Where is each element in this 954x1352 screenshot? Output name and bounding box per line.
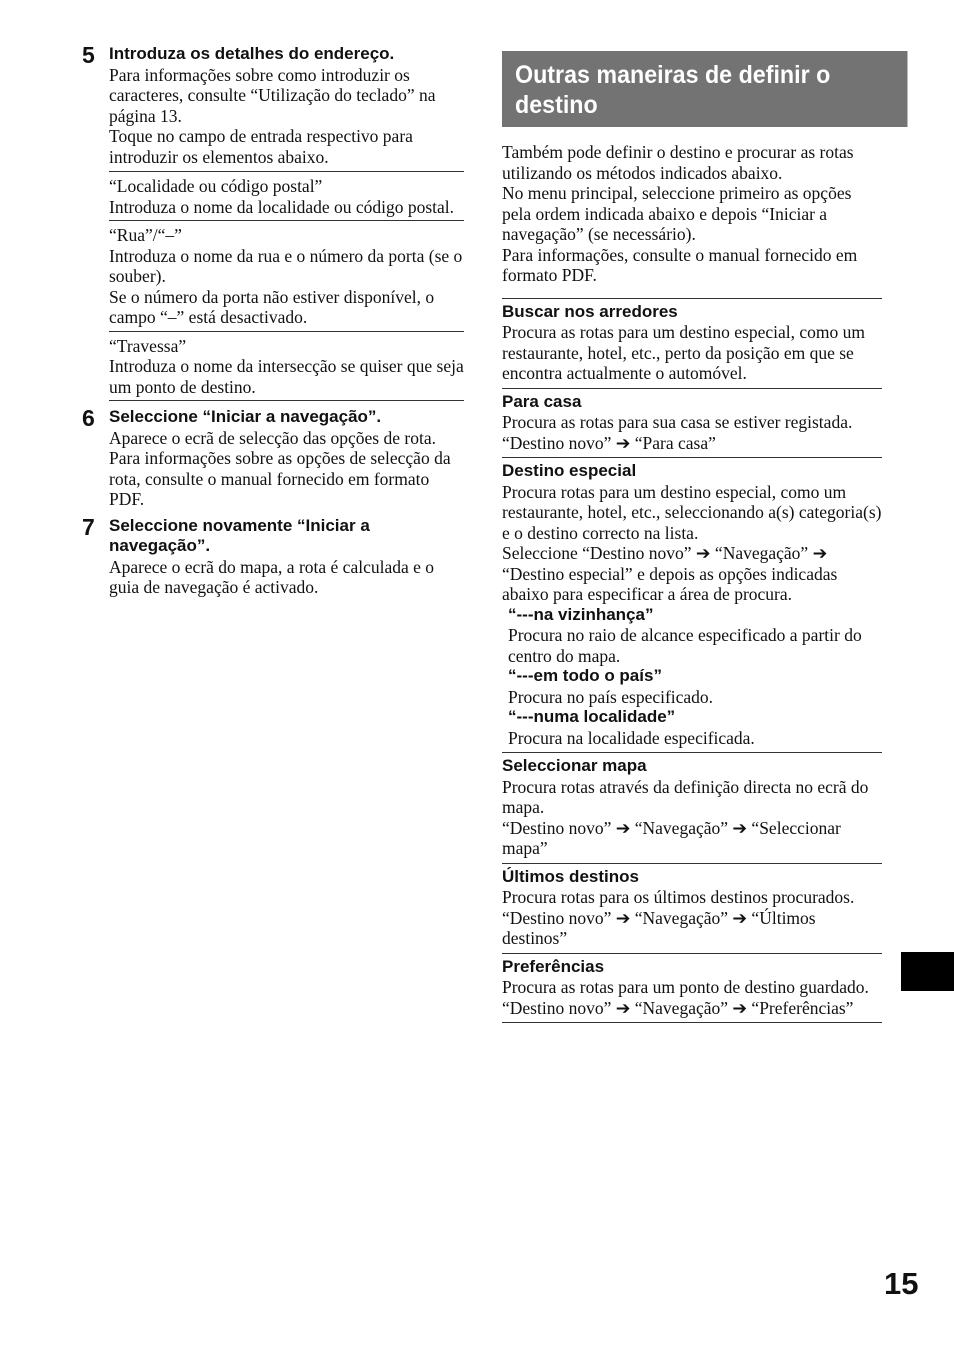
- option-destino-especial: [502, 457, 882, 752]
- field-label: “Travessa”: [109, 335, 187, 356]
- option-path: “Destino novo” ➔ “Para casa”: [502, 432, 716, 453]
- field-label: “Localidade ou código postal”: [109, 176, 323, 196]
- field-item-travessa: [109, 331, 464, 402]
- field-desc: Introduza o nome da localidade ou código postal.: [109, 196, 455, 217]
- option-title: Preferências: [502, 956, 605, 976]
- option-title: Buscar nos arredores: [502, 301, 678, 321]
- field-item-localidade: [109, 171, 464, 220]
- intro-paragraph: No menu principal, seleccione primeiro as opções pela ordem indicada abaixo e depois “Iniciar a navegação” (se necessário).: [502, 183, 852, 244]
- option-text: Procura rotas para os últimos destinos procurados.: [502, 887, 855, 907]
- option-text: Procura rotas para um destino especial, como um restaurante, hotel, etc., seleccionando a(s) categoria(s) e o destino correcto na lista.: [502, 481, 882, 543]
- field-label: “Rua”/“–”: [109, 225, 182, 245]
- option-text: Procura as rotas para sua casa se estiver registada.: [502, 412, 853, 432]
- sub-option-text: Procura no raio de alcance especificado a partir do centro do mapa.: [508, 625, 862, 666]
- option-list: [502, 298, 882, 1024]
- sub-option-title: “---numa localidade”: [508, 707, 676, 726]
- left-column: [82, 44, 464, 598]
- option-title: Destino especial: [502, 461, 637, 480]
- step-title: Seleccione novamente “Iniciar a navegação”.: [109, 515, 370, 555]
- sub-option-vizinhanca: [502, 605, 882, 667]
- step-number: 6: [82, 405, 95, 431]
- option-path: “Destino novo” ➔ “Navegação” ➔ “Últimos destinos”: [502, 907, 816, 948]
- intro-text: [502, 142, 882, 286]
- field-list: [109, 171, 464, 401]
- step-body: Para informações sobre as opções de selecção da rota, consulte o manual fornecido em formato PDF.: [109, 448, 451, 509]
- page-number: 15: [884, 1266, 919, 1301]
- option-title: Últimos destinos: [502, 866, 639, 886]
- option-title: Seleccionar mapa: [502, 756, 647, 775]
- option-path: Seleccione “Destino novo” ➔ “Navegação” ➔ “Destino especial” e depois as opções indicadas abaixo para especificar a área de procura.: [502, 543, 838, 604]
- option-title: Para casa: [502, 391, 582, 411]
- intro-paragraph: Para informações, consulte o manual fornecido em formato PDF.: [502, 244, 858, 285]
- field-desc: Introduza o nome da rua e o número da porta (se o souber).: [109, 245, 463, 286]
- field-desc: Se o número da porta não estiver disponível, o campo “–” está desactivado.: [109, 286, 435, 327]
- step-body: Para informações sobre como introduzir os caracteres, consulte “Utilização do teclado” na página 13.: [109, 64, 436, 126]
- step-number: 7: [82, 513, 95, 540]
- option-text: Procura as rotas para um ponto de destino guardado.: [502, 977, 869, 997]
- section-heading: Outras maneiras de definir o destino: [502, 51, 907, 127]
- right-column: [502, 51, 882, 1023]
- option-buscar-nos-arredores: [502, 298, 882, 388]
- sub-option-localidade: [502, 707, 882, 748]
- field-item-rua: [109, 220, 464, 331]
- step-body: Toque no campo de entrada respectivo para introduzir os elementos abaixo.: [109, 126, 413, 167]
- chapter-tab-marker: [901, 952, 954, 991]
- step-title: Introduza os detalhes do endereço.: [109, 44, 395, 63]
- option-text: Procura as rotas para um destino especial, como um restaurante, hotel, etc., perto da posição em que se encontra actualmente o automóvel.: [502, 322, 866, 383]
- step-body: Aparece o ecrã do mapa, a rota é calculada e o guia de navegação é activado.: [109, 556, 435, 597]
- step-6: [82, 407, 464, 510]
- sub-option-text: Procura na localidade especificada.: [508, 727, 755, 748]
- step-title: Seleccione “Iniciar a navegação”.: [109, 407, 382, 426]
- option-path: “Destino novo” ➔ “Navegação” ➔ “Seleccionar mapa”: [502, 817, 841, 858]
- field-desc: Introduza o nome da intersecção se quiser que seja um ponto de destino.: [109, 356, 464, 397]
- option-path: “Destino novo” ➔ “Navegação” ➔ “Preferências”: [502, 997, 854, 1018]
- option-preferencias: [502, 953, 882, 1024]
- sub-option-text: Procura no país especificado.: [508, 686, 714, 707]
- option-para-casa: [502, 388, 882, 458]
- step-5: [82, 44, 464, 401]
- step-number: 5: [82, 42, 95, 68]
- option-seleccionar-mapa: [502, 752, 882, 863]
- sub-option-title: “---em todo o país”: [508, 666, 662, 685]
- sub-option-todo-o-pais: [502, 666, 882, 707]
- step-body: Aparece o ecrã de selecção das opções de rota.: [109, 427, 436, 448]
- option-ultimos-destinos: [502, 863, 882, 953]
- option-text: Procura rotas através da definição directa no ecrã do mapa.: [502, 776, 869, 817]
- intro-paragraph: Também pode definir o destino e procurar as rotas utilizando os métodos indicados abaixo.: [502, 142, 854, 183]
- step-7: [82, 513, 464, 598]
- sub-option-title: “---na vizinhança”: [508, 604, 654, 624]
